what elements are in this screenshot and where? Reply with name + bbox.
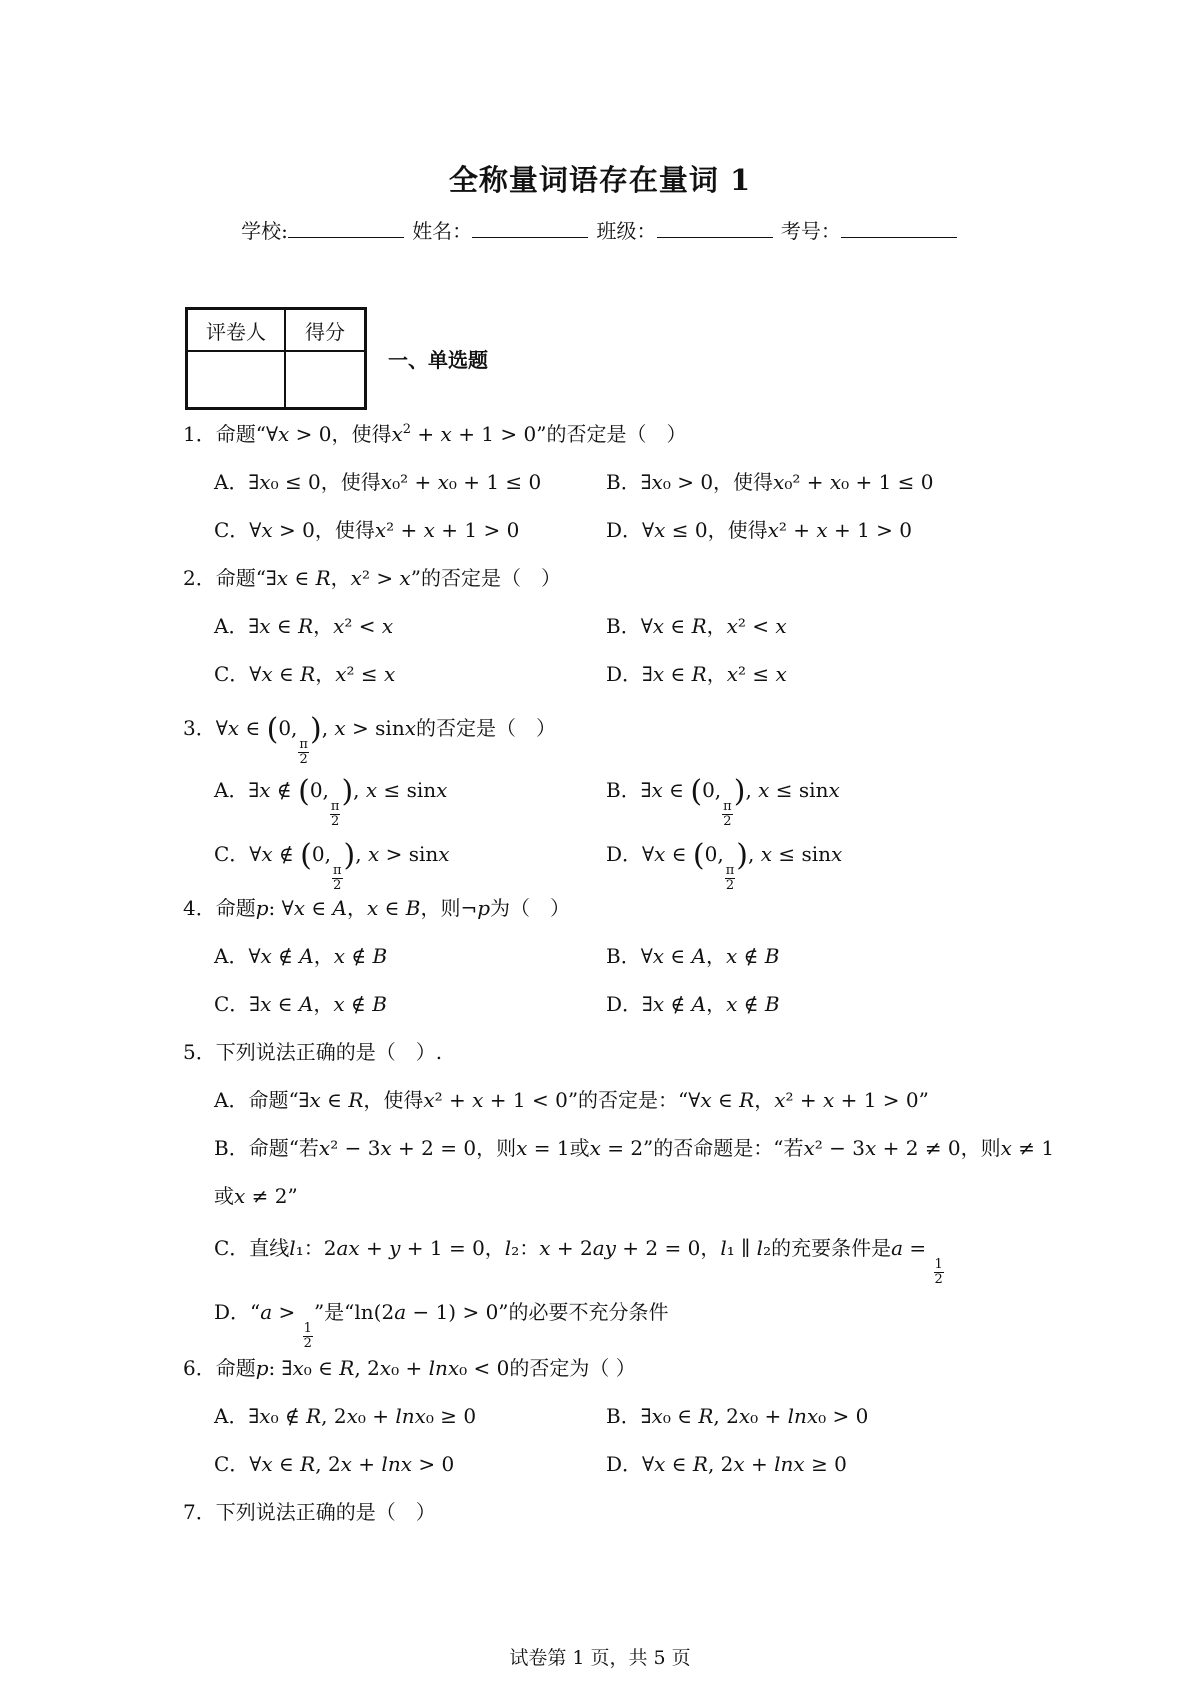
option-b[interactable]: B．∃𝑥₀ > 0，使得𝑥₀² + 𝑥₀ + 1 ≤ 0 — [606, 470, 934, 494]
exam-no-label: 考号： — [780, 219, 841, 243]
question-number: 2． — [183, 566, 216, 590]
numerator: π — [725, 863, 735, 878]
student-info-line — [0, 215, 1200, 244]
option-c[interactable]: C．∀𝑥 ∈ 𝑅, 2𝑥 + 𝑙𝑛𝑥 > 0 — [214, 1452, 455, 1476]
option-d[interactable] — [606, 838, 842, 893]
question-7 — [183, 1496, 436, 1525]
option-start: B．∃𝑥 ∈ — [606, 778, 691, 802]
interval-paren: ) — [736, 838, 748, 873]
option-end: ”是“ln(2𝑎 − 1) > 0”的必要不充分条件 — [313, 1300, 669, 1324]
option-a[interactable]: A．∃𝑥 ∈ 𝑅，𝑥² < 𝑥 — [214, 614, 394, 638]
interval-zero: 0, — [704, 842, 724, 866]
numerator: 1 — [303, 1321, 312, 1336]
question-5 — [183, 1036, 442, 1065]
interval-zero: 0, — [311, 842, 331, 866]
interval-paren: ( — [298, 774, 310, 809]
school-label: 学校: — [241, 219, 288, 243]
question-3 — [183, 712, 556, 767]
option-end: , 𝑥 ≤ sin𝑥 — [747, 842, 843, 866]
page-footer: 试卷第 1 页，共 5 页 — [509, 1647, 691, 1669]
interval-zero: 0, — [278, 716, 298, 740]
interval-paren: ( — [690, 774, 703, 809]
reviewer-header: 评卷人 — [187, 309, 286, 352]
option-a[interactable]: A．∀𝑥 ∉ 𝐴，𝑥 ∉ 𝐵 — [214, 944, 388, 968]
option-b[interactable]: B．命题“若𝑥² − 3𝑥 + 2 = 0，则𝑥 = 1或𝑥 = 2”的否命题是：“若𝑥² − 3𝑥 + 2 ≠ 0，则𝑥 ≠ 1 — [214, 1136, 1055, 1160]
option-d[interactable]: D．∃𝑥 ∉ 𝐴，𝑥 ∉ 𝐵 — [606, 992, 780, 1016]
question-2 — [183, 562, 561, 591]
numerator: π — [299, 737, 308, 752]
option-b-continued: 或𝑥 ≠ 2” — [214, 1184, 298, 1208]
option-start: C．∀𝑥 ∉ — [214, 842, 301, 866]
fraction — [303, 1322, 313, 1351]
question-number: 3． — [183, 716, 216, 740]
numerator: π — [330, 799, 340, 814]
question-stem: 命题𝑝: ∃𝑥₀ ∈ 𝑅, 2𝑥₀ + 𝑙𝑛𝑥₀ < 0的否定为（ ） — [215, 1356, 636, 1380]
exponent: 2 — [402, 422, 412, 437]
question-number: 4． — [183, 896, 216, 920]
question-stem-start: ∀𝑥 ∈ — [215, 716, 267, 740]
denominator: 2 — [723, 814, 732, 829]
question-number: 5． — [183, 1040, 216, 1064]
name-label: 姓名： — [412, 219, 473, 243]
interval-paren: ( — [266, 712, 279, 747]
class-label: 班级： — [596, 219, 657, 243]
option-start: D．“𝑎 > — [214, 1300, 302, 1324]
option-a[interactable] — [214, 774, 447, 829]
question-number: 6． — [183, 1356, 216, 1380]
option-d[interactable]: D．∀𝑥 ≤ 0，使得𝑥² + 𝑥 + 1 > 0 — [606, 518, 913, 542]
option-b[interactable]: B．∀𝑥 ∈ 𝑅，𝑥² < 𝑥 — [606, 614, 787, 638]
fraction — [332, 864, 343, 893]
option-a[interactable]: A．∃𝑥₀ ≤ 0，使得𝑥₀² + 𝑥₀ + 1 ≤ 0 — [214, 470, 542, 494]
denominator: 2 — [934, 1272, 943, 1287]
section-heading: 一、单选题 — [388, 348, 488, 372]
interval-paren: ( — [692, 838, 705, 873]
option-c[interactable]: C．∀𝑥 ∈ 𝑅，𝑥² ≤ 𝑥 — [214, 662, 396, 686]
interval-paren: ) — [733, 774, 746, 809]
name-blank[interactable] — [472, 219, 588, 238]
option-c[interactable]: C．∃𝑥 ∈ 𝐴，𝑥 ∉ 𝐵 — [214, 992, 387, 1016]
option-end: , 𝑥 ≤ sin𝑥 — [353, 778, 448, 802]
question-4 — [183, 892, 570, 921]
option-start: A．∃𝑥 ∉ — [214, 778, 299, 802]
interval-paren: ) — [309, 712, 322, 747]
numerator: π — [723, 799, 732, 814]
interval-paren: ( — [300, 838, 312, 873]
option-c[interactable] — [214, 1232, 945, 1287]
question-stem-end: , 𝑥 > sin𝑥的否定是（ ） — [321, 716, 556, 740]
fraction — [298, 738, 309, 767]
option-c[interactable] — [214, 838, 450, 893]
reviewer-cell[interactable] — [187, 351, 286, 409]
interval-paren: ) — [341, 774, 354, 809]
class-blank[interactable] — [657, 219, 773, 238]
option-b[interactable]: B．∀𝑥 ∈ 𝐴，𝑥 ∉ 𝐵 — [606, 944, 780, 968]
option-start: D．∀𝑥 ∈ — [606, 842, 693, 866]
interval-zero: 0, — [702, 778, 722, 802]
fraction — [722, 800, 733, 829]
denominator: 2 — [299, 752, 308, 767]
option-b[interactable] — [606, 774, 840, 829]
score-table — [185, 307, 367, 410]
question-stem-end: + 𝑥 + 1 > 0”的否定是（ ） — [411, 422, 687, 446]
denominator: 2 — [333, 878, 342, 893]
option-d[interactable]: D．∀𝑥 ∈ 𝑅, 2𝑥 + 𝑙𝑛𝑥 ≥ 0 — [606, 1452, 847, 1476]
score-cell[interactable] — [285, 351, 366, 409]
option-c[interactable]: C．∀𝑥 > 0，使得𝑥² + 𝑥 + 1 > 0 — [214, 518, 520, 542]
question-number: 1． — [183, 422, 216, 446]
fraction — [330, 800, 341, 829]
option-b[interactable]: B．∃𝑥₀ ∈ 𝑅, 2𝑥₀ + 𝑙𝑛𝑥₀ > 0 — [606, 1404, 869, 1428]
question-stem: 命题“∃𝑥 ∈ 𝑅，𝑥² > 𝑥”的否定是（ ） — [215, 566, 561, 590]
page-title: 全称量词语存在量词 1 — [448, 163, 752, 197]
question-stem-start: 命题“∀𝑥 > 0，使得𝑥 — [215, 422, 403, 446]
denominator: 2 — [725, 878, 735, 893]
option-a[interactable]: A．∃𝑥₀ ∉ 𝑅, 2𝑥₀ + 𝑙𝑛𝑥₀ ≥ 0 — [214, 1404, 477, 1428]
score-header: 得分 — [285, 309, 366, 352]
option-end: , 𝑥 > sin𝑥 — [355, 842, 450, 866]
question-number: 7． — [183, 1500, 216, 1524]
interval-paren: ) — [343, 838, 356, 873]
option-end: , 𝑥 ≤ sin𝑥 — [745, 778, 840, 802]
question-stem: 命题𝑝: ∀𝑥 ∈ 𝐴，𝑥 ∈ 𝐵，则¬𝑝为（ ） — [215, 896, 571, 920]
option-d[interactable]: D．∃𝑥 ∈ 𝑅，𝑥² ≤ 𝑥 — [606, 662, 787, 686]
question-stem: 下列说法正确的是（ ）. — [215, 1040, 443, 1064]
question-6 — [183, 1352, 636, 1381]
exam-no-blank[interactable] — [841, 219, 957, 238]
interval-zero: 0, — [309, 778, 329, 802]
school-blank[interactable] — [288, 219, 404, 238]
option-a[interactable]: A．命题“∃𝑥 ∈ 𝑅，使得𝑥² + 𝑥 + 1 < 0”的否定是：“∀𝑥 ∈ 𝑅，𝑥² + 𝑥 + 1 > 0” — [214, 1088, 929, 1112]
fraction — [725, 864, 736, 893]
option-d[interactable] — [214, 1296, 669, 1351]
fraction — [934, 1258, 944, 1287]
question-stem: 下列说法正确的是（ ） — [215, 1500, 436, 1524]
denominator: 2 — [303, 1336, 312, 1351]
denominator: 2 — [331, 814, 340, 829]
option-text: C．直线𝑙₁：2𝑎𝑥 + 𝑦 + 1 = 0，𝑙₂：𝑥 + 2𝑎𝑦 + 2 = 0，𝑙₁ ∥ 𝑙₂的充要条件是𝑎 = — [214, 1236, 933, 1260]
question-1 — [183, 418, 686, 447]
numerator: 1 — [934, 1257, 943, 1272]
numerator: π — [332, 863, 342, 878]
